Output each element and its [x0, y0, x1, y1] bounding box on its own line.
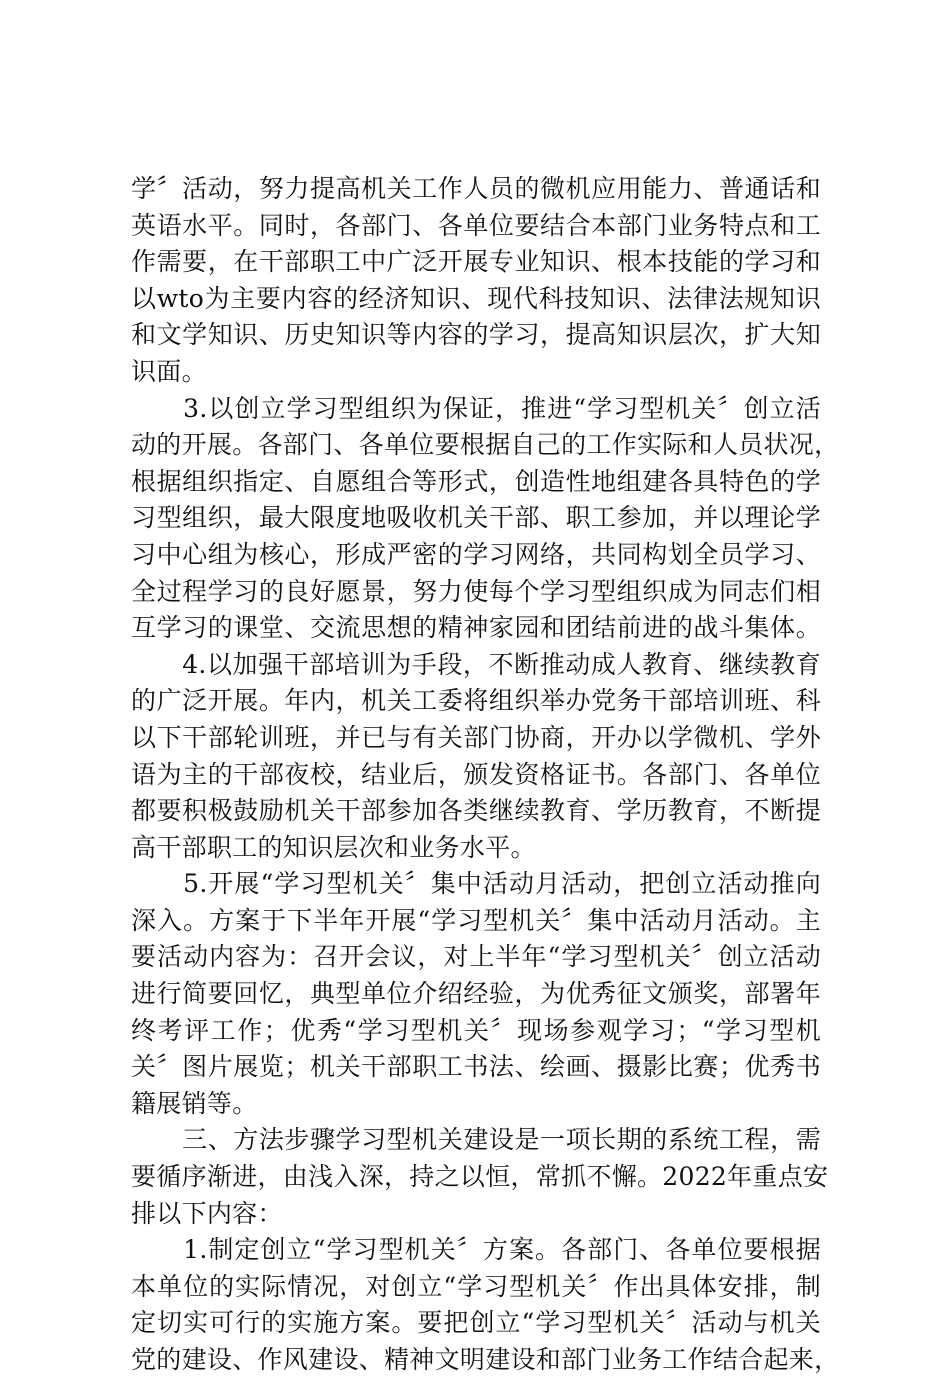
text-line: 本单位的实际情况，对创立“学习型机关〞作出具体安排，制 — [131, 1271, 821, 1301]
text-line: 三、方法步骤学习型机关建设是一项长期的系统工程，需 — [131, 1125, 821, 1155]
text-line: 都要积极鼓励机关干部参加各类继续教育、学历教育，不断提 — [131, 796, 821, 826]
text-line: 深入。方案于下半年开展“学习型机关〞集中活动月活动。主 — [131, 905, 821, 935]
text-line: 排以下内容： — [131, 1198, 283, 1228]
text-line: 英语水平。同时，各部门、各单位要结合本部门业务特点和工 — [131, 210, 821, 240]
text-line: 识面。 — [131, 356, 207, 386]
text-line: 习中心组为核心，形成严密的学习网络，共同构划全员学习、 — [131, 539, 821, 569]
text-line: 籍展销等。 — [131, 1088, 258, 1118]
text-line: 定切实可行的实施方案。要把创立“学习型机关〞活动与机关 — [131, 1308, 821, 1338]
text-line: 高干部职工的知识层次和业务水平。 — [131, 832, 536, 862]
text-line: 终考评工作；优秀“学习型机关〞现场参观学习；“学习型机 — [131, 1015, 821, 1045]
text-line: 根据组织指定、自愿组合等形式，创造性地组建各具特色的学 — [131, 466, 821, 496]
text-line: 1.制定创立“学习型机关〞方案。各部门、各单位要根据 — [131, 1235, 821, 1265]
text-line: 关〞图片展览；机关干部职工书法、绘画、摄影比赛；优秀书 — [131, 1052, 821, 1082]
text-line: 党的建设、作风建设、精神文明建设和部门业务工作结合起来， — [131, 1345, 840, 1374]
text-line: 要活动内容为：召开会议，对上半年“学习型机关〞创立活动 — [131, 942, 821, 972]
text-line: 作需要，在干部职工中广泛开展专业知识、根本技能的学习和 — [131, 247, 821, 277]
text-line: 语为主的干部夜校，结业后，颁发资格证书。各部门、各单位 — [131, 759, 821, 789]
text-line: 进行简要回忆，典型单位介绍经验，为优秀征文颁奖，部署年 — [131, 979, 821, 1009]
text-line: 4.以加强干部培训为手段，不断推动成人教育、继续教育 — [131, 649, 821, 679]
text-line: 和文学知识、历史知识等内容的学习，提高知识层次，扩大知 — [131, 320, 821, 350]
text-line: 的广泛开展。年内，机关工委将组织举办党务干部培训班、科 — [131, 686, 821, 716]
text-line: 要循序渐进，由浅入深，持之以恒，常抓不懈。2022年重点安 — [131, 1162, 829, 1192]
text-line: 以下干部轮训班，并已与有关部门协商，开办以学微机、学外 — [131, 722, 821, 752]
document-body — [131, 171, 840, 1379]
text-line: 以wto为主要内容的经济知识、现代科技知识、法律法规知识 — [131, 283, 821, 313]
text-line: 习型组织，最大限度地吸收机关干部、职工参加，并以理论学 — [131, 503, 821, 533]
text-line: 全过程学习的良好愿景，努力使每个学习型组织成为同志们相 — [131, 576, 821, 606]
text-line: 5.开展“学习型机关〞集中活动月活动，把创立活动推向 — [131, 869, 821, 899]
text-line: 互学习的课堂、交流思想的精神家园和团结前进的战斗集体。 — [131, 613, 821, 643]
text-line: 动的开展。各部门、各单位要根据自己的工作实际和人员状况， — [131, 430, 840, 460]
text-line: 学〞活动，努力提高机关工作人员的微机应用能力、普通话和 — [131, 174, 821, 203]
text-line: 3.以创立学习型组织为保证，推进“学习型机关〞创立活 — [131, 393, 821, 423]
